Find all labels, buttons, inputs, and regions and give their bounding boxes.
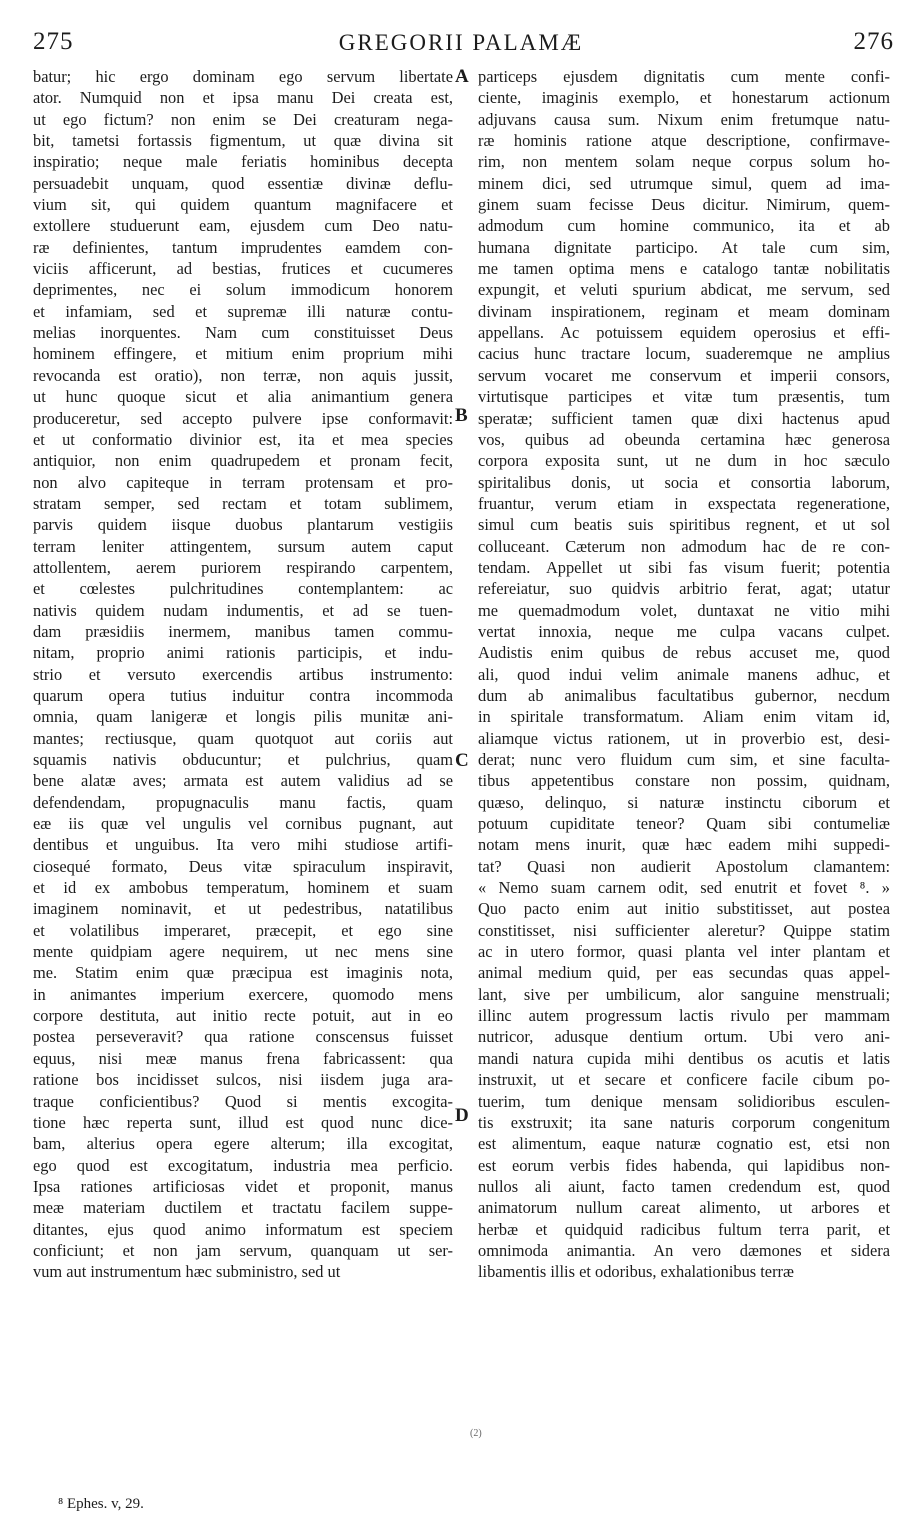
text-line: constitisset, nisi sufficienter aleretur? Quippe statim — [478, 920, 890, 940]
text-line: tis exstruxit; ita sane naturis corporum congenitum — [478, 1112, 890, 1132]
text-line: squamis nativis obducuntur; et pulchrius, quam — [33, 750, 453, 769]
text-line: notam mens inurit, quæ hæc eadem mihi suppedi- — [478, 835, 890, 855]
text-line: stratam semper, sed rectam et totam sublimem, — [33, 493, 453, 513]
text-line: rim, non mentem solam neque corpus solum ho- — [478, 152, 890, 172]
text-line: viciis afficerunt, ad bestias, frutices et cucumeres — [33, 259, 453, 279]
text-line: est eorum verbis fides habenda, qui lapidibus non- — [478, 1155, 890, 1175]
page-header — [0, 28, 922, 68]
section-marker-d: D — [455, 1105, 469, 1126]
text-line: admodum cum homine communico, ita et ab — [478, 216, 890, 236]
text-line: refereiatur, suo quidvis arbitrio ferat, agat; utatur — [478, 579, 890, 599]
text-line: revocanda est oratio), non terræ, non aquis jussit, — [33, 365, 453, 385]
text-line: dentibus et unguibus. Ita vero mihi studiose artifi- — [33, 835, 453, 855]
text-line: vos, quibus ad obeunda certamina hæc generosa — [478, 429, 890, 449]
text-line: defendendam, propugnaculis manu factis, quam — [33, 792, 453, 812]
text-line: minem dici, sed utrumque simul, quem ad ima- — [478, 173, 890, 193]
text-line: terram leniter attingentem, sursum autem caput — [33, 536, 453, 556]
text-line: in animantes imperium exercere, quomodo mens — [33, 984, 453, 1004]
text-line: animatorum nullum careat alimento, ut arbores et — [478, 1198, 890, 1218]
text-line: bit, tametsi fortassis figmentum, ut quæ divina sit — [33, 131, 453, 151]
text-line: herbæ et quidquid radicibus fultum terra parit, et — [478, 1219, 890, 1239]
text-line: adjuvans causa sum. Nixum enim fretumque natu- — [478, 109, 890, 129]
text-line: mantes; rectiusque, quam quotquot aut coriis aut — [33, 728, 453, 748]
left-text-column — [33, 66, 453, 1283]
text-line: ræ definientes, tantum imprudentes eamdem con- — [33, 237, 453, 257]
text-line: equus, nisi meæ manus frena fabricassent: qua — [33, 1048, 453, 1068]
text-line: me tamen optima mens e catalogo tantæ nobilitatis — [478, 259, 890, 279]
text-line: nitam, proprio animi rationis participis, et indu- — [33, 643, 453, 663]
text-line: melias inorquentes. Nam cum constituisset Deus — [33, 323, 453, 343]
text-line: humana dignitate participo. At tale cum sim, — [478, 237, 890, 257]
text-line: speratæ; sufficient tamen quæ dixi hactenus apud — [478, 408, 890, 428]
section-marker-b: B — [455, 405, 468, 426]
text-line: inspiratio; neque male feriatis hominibus decepta — [33, 152, 453, 172]
text-line: et infamiam, sed et supremæ illi naturæ contu- — [33, 301, 453, 321]
text-line: animal medium quid, per eas secundas quas appel- — [478, 963, 890, 983]
text-line: traque conficientibus? Quod si mentis excogita- — [33, 1091, 453, 1111]
text-line: derat; nunc vero fluidum cum sim, et sine faculta- — [478, 750, 890, 769]
text-line: corpora exposita sunt, ut ne dum in hoc sæculo — [478, 451, 890, 471]
text-line: tendam. Appellet ut sibi fas visum fuerit; potentia — [478, 557, 890, 577]
text-line: nativis quidem nudam indumentis, et ad se tuen- — [33, 600, 453, 620]
text-line: quarum opera tutius induitur contra incommoda — [33, 685, 453, 705]
text-line: servum vocaret me conservum et imperii consors, — [478, 365, 890, 385]
section-marker-c: C — [455, 750, 469, 771]
text-line: instruxit, ut et secare et conficere facile cibum po- — [478, 1070, 890, 1090]
text-line: Audistis enim quibus de rebus accuset me, quod — [478, 643, 890, 663]
right-text-column — [478, 66, 890, 1283]
text-line: ali, quod indui velim animale manens adhuc, et — [478, 664, 890, 684]
text-line: batur; hic ergo dominam ego servum libertate — [33, 67, 453, 86]
text-line: deprimentes, nec ei solum immodicum honorem — [33, 280, 453, 300]
text-line: nullos ali aiunt, facto tamen credendum est, quod — [478, 1176, 890, 1196]
text-line: tibus appetentibus constare non possim, quidnam, — [478, 771, 890, 791]
text-line: ego quod est excogitatum, industria mea perficio. — [33, 1155, 453, 1175]
text-line: parvis quidem iisque duobus plantarum vestigiis — [33, 515, 453, 535]
text-line: strio et versuto exercendis artibus instrumento: — [33, 664, 453, 684]
page-number-left: 275 — [33, 28, 74, 55]
text-line: et ut conformatio divinior est, ita et mea species — [33, 429, 453, 449]
text-line: bam, alterius opera egere alterum; illa excogitat, — [33, 1134, 453, 1154]
text-line: tione hæc reperta sunt, illud est quod nunc dice- — [33, 1112, 453, 1132]
text-line: ræ hominis ratione atque descriptione, confirmave- — [478, 131, 890, 151]
text-line: tat? Quasi non audierit Apostolum clamantem: — [478, 856, 890, 876]
text-line: ac in utero formor, quasi planta vel inter plantam et — [478, 942, 890, 962]
text-line: cacius hunc tractare locum, suaderemque ne amplius — [478, 344, 890, 364]
text-line: nutricor, adusque dentium ortum. Ubi vero ani- — [478, 1027, 890, 1047]
text-line: ratione bos incidisset sulcos, nisi iisdem juga ara- — [33, 1070, 453, 1090]
text-line: divinam inspirationem, reginam et meam dominam — [478, 301, 890, 321]
text-line: simul cum beatis suis spiritibus regnent, et ut sol — [478, 515, 890, 535]
text-line: ditantes, ejus quod animo informatum est speciem — [33, 1219, 453, 1239]
text-line: conficiunt; et non jam servum, quanquam ut ser- — [33, 1240, 453, 1260]
text-line: fruantur, verum etiam in exspectata regeneratione, — [478, 493, 890, 513]
text-line: ut ego fictum? non enim se Dei creaturam nega- — [33, 109, 453, 129]
text-line: aliamque victus rationem, ut in proverbio est, desi- — [478, 728, 890, 748]
text-line: vum aut instrumentum hæc subministro, sed ut — [33, 1262, 341, 1282]
text-line: ciente, imaginis exemplo, et honestarum actionum — [478, 88, 890, 108]
text-line: ator. Numquid non et ipsa manu Dei creata est, — [33, 88, 453, 108]
section-marker-a: A — [455, 66, 469, 87]
text-line: lant, sive per umbilicum, alor sanguine menstruali; — [478, 984, 890, 1004]
running-title: GREGORII PALAMÆ — [338, 30, 584, 55]
text-line: attollentem, aerem puriorem respirando carpentem, — [33, 557, 453, 577]
stray-mark: (2) — [470, 1428, 482, 1439]
text-line: et id ex ambobus temperatum, hominem et suam — [33, 878, 453, 898]
text-line: Ipsa rationes artificiosas videt et proponit, manus — [33, 1176, 453, 1196]
text-line: omnimoda animantia. An vero dæmones et sidera — [478, 1240, 890, 1260]
text-line: et cœlestes pulchritudines contemplantem: ac — [33, 579, 453, 599]
text-line: est alimentum, eaque naturæ cognatio est, etsi non — [478, 1134, 890, 1154]
text-line: expungit, et veluti spurium abdicat, me servum, sed — [478, 280, 890, 300]
text-line: in spiritale transformatum. Aliam enim vitam id, — [478, 707, 890, 727]
text-line: et volatilibus imperaret, præcepit, et ego sine — [33, 920, 453, 940]
text-line: mandi natura cupida mihi dentibus os acutis et latis — [478, 1048, 890, 1068]
text-line: vertat innoxia, neque me culpa vacans culpet. — [478, 621, 890, 641]
text-line: ut hunc quoque sicut et alia animantium genera — [33, 387, 453, 407]
text-line: illinc autem progressum lactis rivulo per mammam — [478, 1006, 890, 1026]
text-line: potuum cupiditate teneor? Quam sibi contumeliæ — [478, 814, 890, 834]
text-line: appellans. Ac potuissem equidem operosius et effi- — [478, 323, 890, 343]
text-line: dam præsidiis inermem, manibus tamen commu- — [33, 621, 453, 641]
text-line: non alvo capiteque in terram protensam et pro- — [33, 472, 453, 492]
text-line: omnia, quam lanigeræ et longis pilis munitæ ani- — [33, 707, 453, 727]
text-line: extollere studuerunt eam, ejusdem cum Deo natu- — [33, 216, 453, 236]
text-line: postea perseveravit? qua ratione conscensus fuisset — [33, 1027, 453, 1047]
text-line: eæ iis quæ vel ungulis vel cornibus pugnant, aut — [33, 814, 453, 834]
text-line: particeps ejusdem dignitatis cum mente confi- — [478, 67, 890, 86]
text-line: quæso, delinquo, si naturæ instinctu ciborum et — [478, 792, 890, 812]
page-number-right: 276 — [853, 28, 894, 55]
text-line: mente quidpiam agere nequirem, ut nec mens sine — [33, 942, 453, 962]
text-line: dum ab animalibus facultatibus gubernor, necdum — [478, 685, 890, 705]
text-line: libamentis illis et odoribus, exhalationibus terræ — [478, 1262, 794, 1282]
text-line: « Nemo suam carnem odit, sed enutrit et fovet ⁸. » — [478, 878, 890, 898]
text-line: imaginem nominavit, et ut pedestribus, natatilibus — [33, 899, 453, 919]
text-line: bene alatæ aves; armata est autem validius ad se — [33, 771, 453, 791]
text-line: colluceant. Cæterum non admodum hac de re con- — [478, 536, 890, 556]
text-line: meæ materiam ductilem et tractatu facilem suppe- — [33, 1198, 453, 1218]
text-line: hominem effingere, et mitium enim proprium mihi — [33, 344, 453, 364]
text-line: ciosequé formato, Deus vitæ spiraculum inspiravit, — [33, 856, 453, 876]
text-line: me. Statim enim quæ præcipua est imaginis nota, — [33, 963, 453, 983]
text-line: me quemadmodum volet, duntaxat ne vitio mihi — [478, 600, 890, 620]
text-line: vium sit, qui quidem quantum magnifacere et — [33, 195, 453, 215]
footnote: ⁸ Ephes. v, 29. — [58, 1496, 144, 1512]
text-line: virtutisque participes et vitæ tum præsentis, tum — [478, 387, 890, 407]
text-line: produceretur, sed accepto pulvere ipse conformavit: — [33, 408, 453, 428]
text-line: ginem suam fecisse Deus dicitur. Nimirum, quem- — [478, 195, 890, 215]
text-line: tuerim, tum denique mensam solidioribus esculen- — [478, 1091, 890, 1111]
text-line: corpore destituta, aut initio recte potuit, aut in eo — [33, 1006, 453, 1026]
text-line: Quo pacto enim aut initio substitisset, aut postea — [478, 899, 890, 919]
text-line: spiritalibus donis, ut socia et consortia laborum, — [478, 472, 890, 492]
text-line: persuadebit unquam, quod essentiæ divinæ deflu- — [33, 173, 453, 193]
text-line: antiquior, non enim quadrupedem et pronam fecit, — [33, 451, 453, 471]
